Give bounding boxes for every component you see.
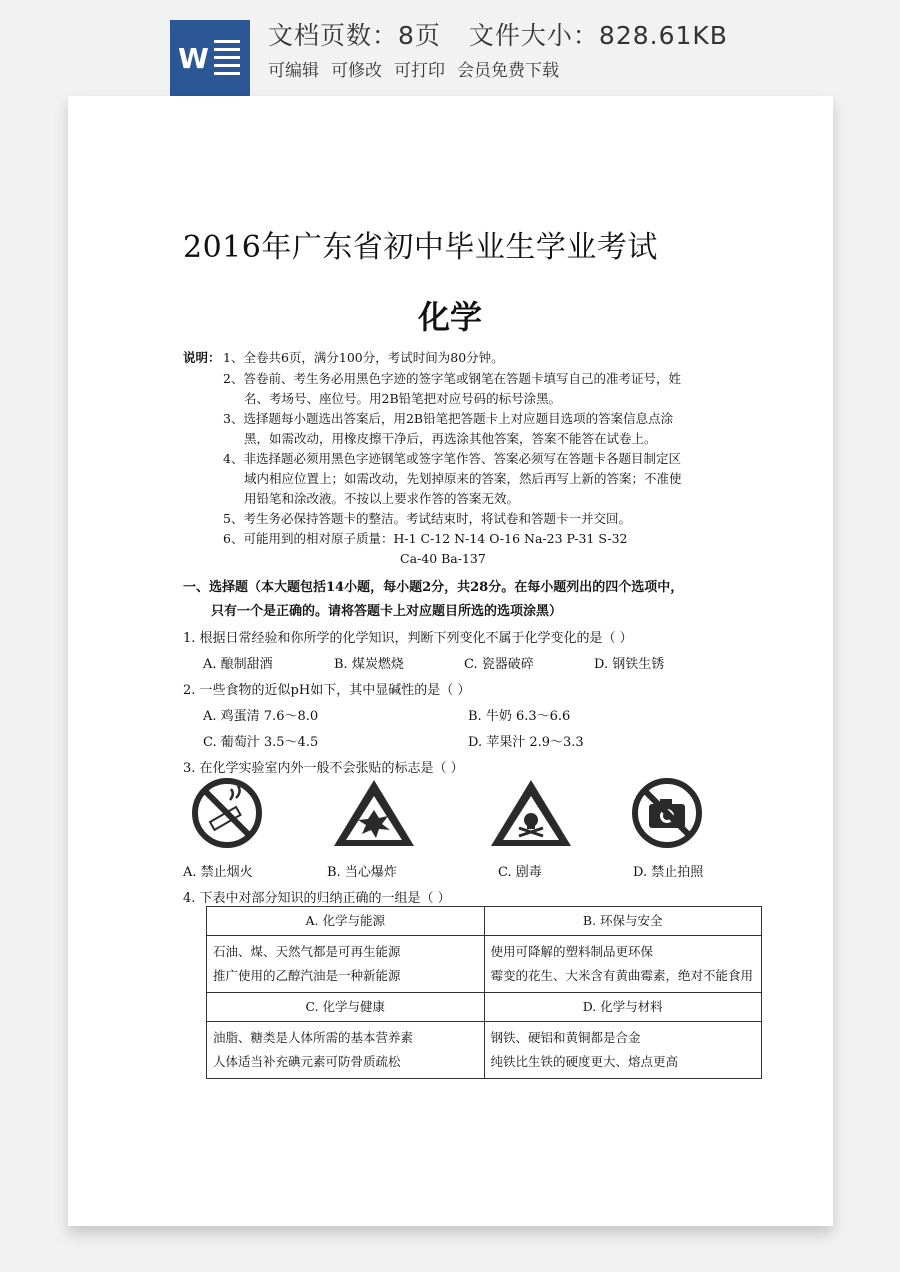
no-camera-icon [630,776,704,850]
page-title: 2016年广东省初中毕业生学业考试 [183,230,658,265]
q3-option-a: A. 禁止烟火 [183,865,253,880]
q1-option-a: A. 酿制甜酒 [203,657,273,672]
q1-option-c: C. 瓷器破碎 [464,657,534,672]
toxic-warning-icon [487,776,575,850]
table-cell-c: 油脂、糖类是人体所需的基本营养素 人体适当补充碘元素可防骨质疏松 [207,1022,485,1079]
table-cell-d: 钢铁、硬铝和黄铜都是合金 纯铁比生铁的硬度更大、熔点更高 [484,1022,762,1079]
no-smoking-icon [190,776,264,850]
table-row [207,936,762,993]
feature-member-download: 会员免费下载 [457,61,559,81]
table-row [207,907,762,936]
table-cell-b: 使用可降解的塑料制品更环保 霉变的花生、大米含有黄曲霉素，绝对不能食用 [484,936,762,993]
note-line: 3、选择题每小题选出答案后，用2B铅笔把答题卡上对应题目选项的答案信息点涂 [223,411,674,426]
note-line: 5、考生务必保持答题卡的整洁。考试结束时，将试卷和答题卡一并交回。 [223,511,631,526]
note-line: 2、答卷前、考生务必用黑色字迹的签字笔或钢笔在答题卡填写自己的准考证号，姓 [223,371,681,386]
note-line: 用铅笔和涂改液。不按以上要求作答的答案无效。 [244,491,520,506]
q2-option-c: C. 葡萄汁 3.5～4.5 [203,735,319,750]
note-line: 黑，如需改动，用橡皮擦干净后，再选涂其他答案，答案不能答在试卷上。 [244,431,657,446]
note-line: 域内相应位置上；如需改动，先划掉原来的答案，然后再写上新的答案；不准使 [244,471,682,486]
note-line: Ca-40 Ba-137 [400,551,486,566]
word-icon: W [170,20,250,96]
table-cell-a: 石油、煤、天然气都是可再生能源 推广使用的乙醇汽油是一种新能源 [207,936,485,993]
section-heading: 只有一个是正确的。请将答题卡上对应题目所选的选项涂黑） [211,604,563,619]
section-heading: 一、选择题（本大题包括14小题，每小题2分，共28分。在每小题列出的四个选项中， [183,580,684,595]
question-1-stem: 1. 根据日常经验和你所学的化学知识，判断下列变化不属于化学变化的是（ ） [183,631,633,646]
feature-editable: 可编辑 [268,61,319,81]
q1-option-d: D. 钢铁生锈 [594,657,665,672]
note-line: 6、可能用到的相对原子质量：H-1 C-12 N-14 O-16 Na-23 P-31 S-32 [223,531,628,546]
q2-option-a: A. 鸡蛋清 7.6～8.0 [203,709,319,724]
q1-option-b: B. 煤炭燃烧 [334,657,404,672]
download-banner [0,0,900,96]
note-line: 1、全卷共6页，满分100分，考试时间为80分钟。 [223,350,504,365]
feature-modifiable: 可修改 [331,61,382,81]
subject-title: 化学 [418,298,483,336]
question-3-stem: 3. 在化学实验室内外一般不会张贴的标志是（ ） [183,761,464,776]
q3-option-c: C. 剧毒 [498,865,542,880]
note-line: 名、考场号、座位号。用2B铅笔把对应号码的标号涂黑。 [244,391,562,406]
explosion-warning-icon [330,776,418,850]
feature-printable: 可打印 [394,61,445,81]
table-header-c: C. 化学与健康 [207,993,485,1022]
note-line: 4、非选择题必须用黑色字迹钢笔或签字笔作答、答案必须写在答题卡各题目制定区 [223,451,681,466]
table-row [207,1022,762,1079]
file-info [268,16,728,52]
document-page [68,96,833,1226]
notes-label: 说明： [183,350,221,365]
q2-option-b: B. 牛奶 6.3～6.6 [468,709,571,724]
page-count: 文档页数：8页 [268,21,441,50]
table-header-b: B. 环保与安全 [484,907,762,936]
knowledge-table [206,906,762,1079]
q3-option-b: B. 当心爆炸 [327,865,397,880]
q3-option-d: D. 禁止拍照 [633,865,704,880]
feature-list [268,56,571,81]
question-4-stem: 4. 下表中对部分知识的归纳正确的一组是（ ） [183,891,451,906]
q2-option-d: D. 苹果汁 2.9～3.3 [468,735,584,750]
file-size: 文件大小：828.61KB [468,21,728,50]
question-2-stem: 2. 一些食物的近似pH如下，其中显碱性的是（ ） [183,683,471,698]
table-row [207,993,762,1022]
table-header-d: D. 化学与材料 [484,993,762,1022]
table-header-a: A. 化学与能源 [207,907,485,936]
